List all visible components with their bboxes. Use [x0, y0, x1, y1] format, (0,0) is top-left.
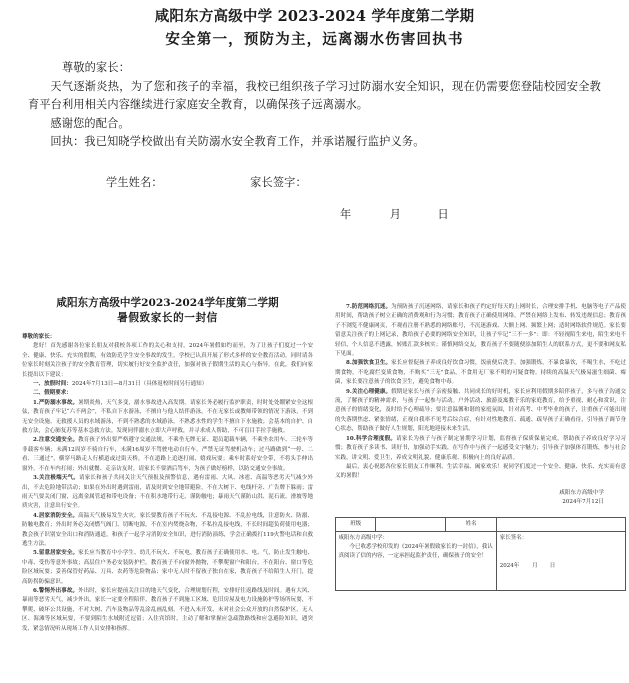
letter-item-9-head: 关注心理健康。: [351, 388, 392, 395]
letter-closing: 最后，衷心祝愿各位家长朋友工作顺利、生活幸福、阖家欢乐！祝同学们度过一个安全、健康、快乐、充实而有意义的暑假！: [335, 463, 626, 480]
letter-item-1: [22, 399, 313, 437]
letter-section-1-head: 一、放假时间：: [33, 381, 72, 388]
letter-item-7-text: 为预防孩子沉迷网络，请家长和孩子约定好每天的上网时长，合理安排手机、电脑等电子产品使用时间，帮助孩子树立正确的消费观和行为习惯；教育孩子正确使用网络，严禁在网络上发布、转发违规信息；教育孩子不浏览不健康网页，不观看注册不熟悉的网络账号，不沉迷游戏、大额上网、频繁上网；适时网络软件规范。家长要留意关注孩子的上网记录，教给孩子必要的网络安全知识，让孩子牢记“三不一多”：即：不轻视陌生来电，陌生来电不轻信，个人信息不透露，转账汇款多核实；谨慎网络交友，教育孩子不要随便添加陌生人的联系方式，更不要和网友私下见面。: [335, 304, 626, 358]
receipt-signature-row: [28, 174, 601, 192]
receipt-paragraph-1: 天气逐渐炎热，为了您和孩子的幸福，我校已组织孩子学习过防溺水安全知识，现在仍需要您登陆校园安全教育平台利用相关内容继续进行家庭安全教育，以确保孩子远离溺水。: [28, 79, 601, 111]
letter-columns: [22, 296, 626, 634]
letter-section-1-text: 2024年7月13日—8月31日（具体返校时间另行通知）: [71, 381, 208, 388]
letter-section-2-head: 二、假期要求：: [33, 390, 72, 397]
letter-item-6: [22, 587, 313, 634]
reply-text: 今已收悉学校印发的《2024年暑假致家长的一封信》，我认真阅读了信的内容，一定承担起监护责任，确保孩子的安全！: [338, 543, 493, 559]
letter-column-right: [335, 296, 626, 591]
parent-signature-label: 家长签字：: [250, 175, 307, 189]
letter-column-left: [22, 296, 313, 634]
receipt-title-line1: 咸阳东方高级中学 2023-2024 学年度第二学期: [154, 8, 475, 25]
letter-item-9: [335, 388, 626, 435]
letter-item-3-head: 关注极端天气。: [38, 475, 79, 482]
letter-item-1-text: 暑期炎热，天气多变，溺水事故进入高发期。请家长务必履行监护职责，时时处处绷紧安全这根弦，教育孩子牢记“六不两会”，不私自下水游泳，不擅自与他人结伴游泳，不在无家长或教师带领的情况下游泳，不到无安全设施、无救援人员的水域游泳，不到不熟悉的水域游泳，不熟悉水性的学生不擅自下水施救；会基本的自护、自救方法，会心肺复苏等基本急救方法。发现同伴溺水立即大声呼救，并寻求成人帮助，不可盲目手拉手施救。: [22, 399, 313, 435]
letter-item-2-head: 注意交通安全。: [38, 437, 79, 444]
letter-item-5-head: 留意居家安全。: [38, 550, 79, 557]
letter-item-6-num: 6.: [33, 587, 39, 594]
letter-item-7: [335, 303, 626, 359]
letter-item-8: [335, 359, 626, 387]
reply-date-day: 日: [549, 562, 556, 569]
letter-body-left: [22, 333, 313, 634]
letter-item-3-num: 3.: [33, 475, 39, 482]
reply-date-month: 月: [532, 562, 538, 569]
letter-item-1-num: 1.: [33, 399, 39, 406]
letter-item-4-num: 4.: [33, 512, 39, 519]
letter-signer: 咸阳东方高级中学: [559, 489, 604, 496]
letter-item-2: [22, 436, 313, 474]
letter-item-8-num: 8.: [346, 360, 352, 367]
reply-slip-table: [335, 517, 626, 591]
letter-item-8-text: 家长应督促孩子养成良好饮食习惯，饭前便后洗手，加强锻炼，不暴食暴饮，不喝生水，不吃过期食物，不吃腐烂变质食物，不购买“三无”食品，不食用无厂家不明的可疑食物。持续的高温天气极易滋生细菌、霉菌，家长要注意孩子的饮食卫生，避免食物中毒。: [335, 360, 626, 386]
letter-opening: 您好！首先感谢各位家长朋友对我校各项工作的关心和支持。2024年暑假如约而至，为了让孩子们度过一个安全、健康、快乐、充实的假期，有效防范学生安全事故的发生，学校已认真开展了形式多样的安全教育活动。同时请各位家长时刻关注孩子的安全教育管理，切实履行好安全监护责任，加强对孩子假期生活的关心与指导。在此，我们向家长提出以下建议：: [22, 343, 313, 378]
receipt-date-month: 月: [389, 207, 402, 221]
letter-item-5-text: 家长应当教育中小学生、幼儿不玩火、不玩电，教育孩子正确使用水、电、气，防止发生触电、中毒、受伤等意外事故；高层住户务必安装防护栏，教育孩子不向窗外抛物，不攀爬窗户和阳台，不在阳台、窗口等危险区域玩耍；妥善保管好药品、刀具、农药等危险物品；家中无人时不留孩子独自在家，教育孩子不给陌生人开门，提高防拐防骗意识。: [22, 550, 313, 585]
letter-item-10-text: 请家长为孩子与孩子制定暑期学习计划，监督孩子保质保量完成，帮助孩子养成良好学习习惯；教育孩子多读书、读好书，加强动手实践，在写作中与孩子一起感受文字魅力；引导孩子加强体育锻炼，参与社会实践，讲文明、爱卫生，养成文明礼貌、健康乐观、积极向上的良好品质。: [335, 435, 626, 461]
letter-salutation: 尊敬的家长：: [22, 334, 56, 340]
letter-item-3-text: 请家长和孩子共同关注天气预报及预警信息，遇有雷雨、大风、冰雹、高温等恶劣天气减少外出，不去危险地带活动；如果在外出时遇到雷雨，请及时到安全地带避险，不在大树下、电线杆旁、广告牌下躲雨；雷雨天气要关闭门窗，远离金属管道和带电设备；不在积水地带行走，谨防触电；暴雨天气谨防山洪、泥石流、滑坡等地质灾害，注意出行安全。: [22, 475, 313, 510]
name-value-cell[interactable]: [497, 517, 626, 531]
letter-item-5-num: 5.: [33, 550, 39, 557]
receipt-salutation: 尊敬的家长：: [62, 61, 131, 74]
receipt-title-line2: 安全第一，预防为主，远离溺水伤害回执书: [165, 31, 464, 48]
class-label-cell: 班级: [336, 517, 376, 531]
letter-item-8-head: 加强饮食卫生。: [351, 360, 392, 367]
student-name-label: 学生姓名：: [106, 175, 163, 189]
letter-item-4: [22, 512, 313, 550]
letter-item-6-text: 外出时，家长应提前关注目的地天气变化，合理规划行程，安排好往返路线及时间。遇有大风、暴雨等恶劣天气，减少外出，家长一定要全程陪伴，教育孩子不到施工区域、危旧房屋及电力设施防护等场所玩耍，不攀爬、破坏公共设施，不对大树、汽车及物品等乱涂乱画乱刻，不进入未开发、未对社会公众开放的自然保护区，无人区、海滩等区域玩耍，不要到陌生水域附近逗留；入住宾馆时，主动了解和掌握应急疏散路线和应急避险知识，遇突发、紧急情况听从现场工作人员安排和指挥。: [22, 587, 313, 632]
reply-addressee: 咸阳东方高级中学：: [338, 534, 389, 541]
parent-sign-label: 家长签名：: [499, 534, 528, 541]
letter-item-1-head: 严防溺水事故。: [38, 399, 79, 406]
letter-item-10: [335, 435, 626, 463]
table-row: [336, 517, 626, 531]
letter-item-3: [22, 474, 313, 512]
letter-item-9-text: 假期是家长与孩子亲密接触、共同成长的好时机，家长应利用假期多陪伴孩子，多与孩子沟通交流，了解孩子的精神需求，与孩子一起参与活动。户外活动、旅游及寓教于乐的家庭教育，给予重视、耐心和赏识，注意孩子的情绪变化，及时给予心理疏导；要注意温馨和谐的家庭氛围，针对高考、中考毕业的孩子，注重孩子可能出现的失落期焦虑、紧张情绪，正视自我率不见考后综合症，有针对性地教育、疏通、疏导孩子正确看待，引导孩子调节身心状态，帮助孩子做好人生规划，阳光地迎接未来生活。: [335, 388, 626, 433]
letter-item-4-head: 居家消防安全。: [38, 512, 79, 519]
reply-text-cell: [336, 531, 497, 590]
receipt-body: [28, 59, 601, 152]
letter-item-7-num: 7.: [346, 304, 352, 310]
class-value-cell[interactable]: [376, 517, 446, 531]
letter-title-line2: 暑假致家长的一封信: [117, 312, 218, 324]
receipt-date-year: 年: [340, 207, 352, 221]
reply-date-year: 2024年: [499, 562, 520, 569]
letter-signature-block: [335, 489, 626, 508]
letter-item-7-head: 防范网络沉迷。: [351, 304, 392, 310]
letter-section-1: [22, 380, 313, 389]
letter-item-6-head: 警惕外出事故。: [38, 587, 79, 594]
receipt-form: [0, 0, 629, 222]
letter-item-2-text: 教育孩子外出要严格遵守交通法规，不乘坐无牌无证、超员超载车辆，不乘坐农用车、三轮车等非载客车辆；未满12周岁不骑自行车，未满16周岁不驾驶电动自行车，严禁无证驾驶机动车；过马路做到“一停、二看、三通过”，横穿马路走人行横道或过街天桥，不在道路上追逐打闹、嬉戏玩耍；乘车时系好安全带，不将头手伸出窗外，不在车内打闹；外出就餐、走亲访友时，请家长不要酒后驾车，为孩子做好榜样，以防交通安全事故。: [22, 437, 313, 472]
letter-item-4-text: 高温天气极易发生火灾，家长要教育孩子不玩火、不乱接电源、不乱拉电线，注意防火、防溺、防触电教育；外出时务必关闭燃气阀门、切断电源，不在室内焚烧杂物，不私拉乱接电线，不长时间超负荷使用电器；教会孩子识别安全出口和消防通道，和孩子一起学习消防安全知识，进行消防演练，学会正确拨打119火警电话和自救逃生方法。: [22, 512, 313, 547]
letter-item-10-head: 科学合理度假。: [355, 435, 397, 442]
letter-item-9-num: 9.: [346, 388, 352, 395]
letter-sign-date: 2024年7月12日: [562, 499, 604, 506]
letter-body-right: [335, 303, 626, 482]
letter-item-5: [22, 549, 313, 587]
receipt-date-day: 日: [437, 207, 449, 221]
table-row: [336, 531, 626, 590]
reply-date-row: [500, 562, 623, 571]
letter-item-10-num: 10.: [346, 435, 356, 442]
reply-signature-cell: [497, 531, 626, 590]
letter-item-2-num: 2.: [33, 437, 39, 444]
receipt-paragraph-2: 感谢您的配合。: [50, 116, 130, 130]
parent-letter: [0, 296, 629, 683]
letter-title-line1: 咸阳东方高级中学2023-2024学年度第二学期: [56, 297, 279, 309]
receipt-date-row: [28, 206, 601, 222]
receipt-paragraph-3: 回执：我已知晓学校做出有关防溺水安全教育工作，并承诺履行监护义务。: [50, 135, 425, 148]
name-label-cell: 姓名: [446, 517, 497, 531]
